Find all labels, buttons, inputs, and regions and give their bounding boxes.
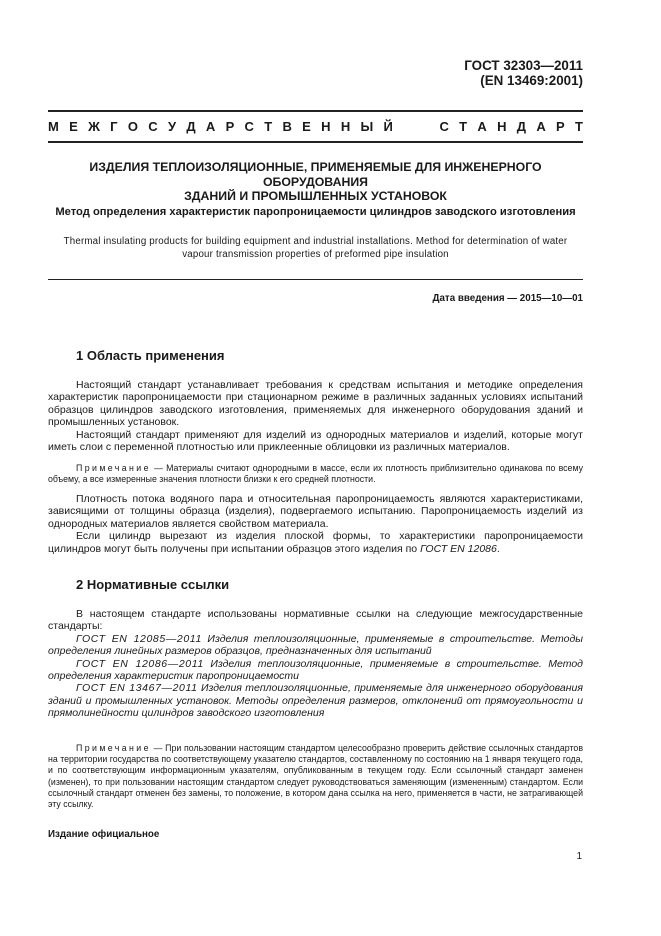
en-code: (EN 13469:2001)	[480, 73, 583, 88]
banner-letter: А	[205, 119, 216, 134]
section-1-note	[48, 463, 583, 485]
section-1-paragraph-2: Настоящий стандарт применяют для изделий из однородных материалов и изделий, которые могут иметь слои с переменной плотностью или приклеенные облицовки из различных материалов.	[48, 428, 583, 454]
banner-letter: Н	[497, 119, 507, 134]
document-subtitle: Метод определения характеристик паропроницаемости цилиндров заводского изготовления	[55, 206, 576, 218]
section-2-heading: 2 Нормативные ссылки	[76, 577, 230, 592]
document-title	[48, 160, 583, 204]
banner-letter: Ы	[360, 119, 374, 134]
note-text: — Материалы считают однородными в массе, если их плотность приблизительно одинакова по всему объему, а все измеренные значения плотности близки к его средней плотности.	[48, 463, 583, 485]
banner-letter: О	[127, 119, 138, 134]
reference-item-3: ГОСТ EN 13467—2011 Изделия теплоизоляционные, применяемые для инженерного оборудования зданий и промышленных установок. Методы определения размеров, отклонений от прямоугольности и прямолинейности цилиндров заводского изготовления	[48, 682, 583, 720]
banner-letter: Т	[575, 119, 583, 134]
title-rule	[48, 279, 583, 280]
banner-letter: Д	[186, 119, 196, 134]
title-line-1: ИЗДЕЛИЯ ТЕПЛОИЗОЛЯЦИОННЫЕ, ПРИМЕНЯЕМЫЕ ДЛЯ ИНЖЕНЕРНОГО ОБОРУДОВАНИЯ	[89, 160, 542, 189]
page-number: 1	[576, 851, 582, 862]
banner-letter: Т	[264, 119, 273, 134]
section-2-intro: В настоящем стандарте использованы нормативные ссылки на следующие межгосударственные стандарты:	[48, 608, 583, 633]
banner-letter: С	[244, 119, 254, 134]
section-1-body-continued	[48, 493, 583, 555]
note-text: — При пользовании настоящим стандартом целесообразно проверить действие ссылочных стандартов на территории государства по соответствующему указателю стандартов, составленному по состоянию на 1 января текущего года, и по соответствующим информационным указателям, опубликованным в текущем году. Если ссылочный стандарт заменен (изменен), то при пользовании настоящим стандартом следует руководствоваться заменяющим (измененным) стандартом. Если ссылочный стандарт отменен без замены, то положение, в котором дана ссылка на него, применяется в части, не затрагивающей эту ссылку.	[48, 743, 583, 810]
banner-letter: У	[167, 119, 177, 134]
banner-letter: Ж	[88, 119, 100, 134]
english-title-line-2: vapour transmission properties of preformed pipe insulation	[182, 249, 449, 260]
banner-letter: Е	[69, 119, 78, 134]
banner-letter: Н	[340, 119, 351, 134]
note-label: Примечание	[76, 743, 151, 753]
section-2-note	[48, 743, 583, 810]
banner-letter: С	[439, 119, 449, 134]
banner-letter: Г	[110, 119, 118, 134]
official-edition-label: Издание официальное	[48, 829, 160, 840]
banner-letter: Т	[459, 119, 468, 134]
interstate-standard-banner	[48, 119, 583, 134]
banner-letter: Р	[225, 119, 235, 134]
reference-item-2: ГОСТ EN 12086—2011 Изделия теплоизоляционные, применяемые в строительстве. Метод определения характеристик паропроницаемости	[48, 657, 583, 683]
top-rule	[48, 110, 583, 112]
section-1-heading: 1 Область применения	[76, 348, 225, 363]
section-2-body	[48, 608, 583, 720]
banner-rule	[48, 141, 583, 143]
english-title-line-1: Thermal insulating products for building equipment and industrial installations. Method for determination of water	[63, 236, 568, 247]
title-line-2: ЗДАНИЙ И ПРОМЫШЛЕННЫХ УСТАНОВОК	[184, 189, 447, 203]
reference-gost-en-12086: ГОСТ EN 12086	[420, 542, 497, 555]
section-1-paragraph-3: Плотность потока водяного пара и относительная паропроницаемость являются характеристиками, зависящими от толщины образца (изделия), подвергаемого испытанию. Паропроницаемость изделий из однородных материалов является свойством материала.	[48, 493, 583, 530]
banner-letter: А	[536, 119, 546, 134]
banner-letter: М	[48, 119, 59, 134]
english-title	[48, 235, 583, 261]
reference-item-1: ГОСТ EN 12085—2011 Изделия теплоизоляционные, применяемые в строительстве. Методы определения линейных размеров образцов, предназначенных для испытаний	[48, 632, 583, 658]
banner-letter: Р	[556, 119, 565, 134]
note-label: Примечание	[76, 463, 151, 473]
banner-letter: В	[282, 119, 292, 134]
standard-designation	[464, 58, 583, 88]
banner-letter: Н	[321, 119, 331, 134]
banner-letter: С	[148, 119, 158, 134]
standard-code: ГОСТ 32303—2011	[464, 58, 583, 73]
section-1-paragraph-1: Настоящий стандарт устанавливает требования к средствам испытания и методике определения характеристик паропроницаемости при стационарном режиме в различных заданных условиях испытаний образцов цилиндров заводского изготовления, применяемых для инженерного оборудования зданий и промышленных установок.	[48, 379, 583, 429]
banner-letter: Е	[302, 119, 311, 134]
section-1-body	[48, 379, 583, 453]
banner-letter: А	[477, 119, 487, 134]
banner-letter: Д	[516, 119, 527, 134]
banner-gap	[403, 119, 429, 134]
banner-letter: Й	[383, 119, 393, 134]
introduction-date: Дата введения — 2015—10—01	[432, 293, 583, 304]
section-1-paragraph-4: Если цилиндр вырезают из изделия плоской формы, то характеристики паропроницаемости цилиндров могут быть получены при испытании образцов этого изделия по ГОСТ EN 12086.	[48, 530, 583, 555]
